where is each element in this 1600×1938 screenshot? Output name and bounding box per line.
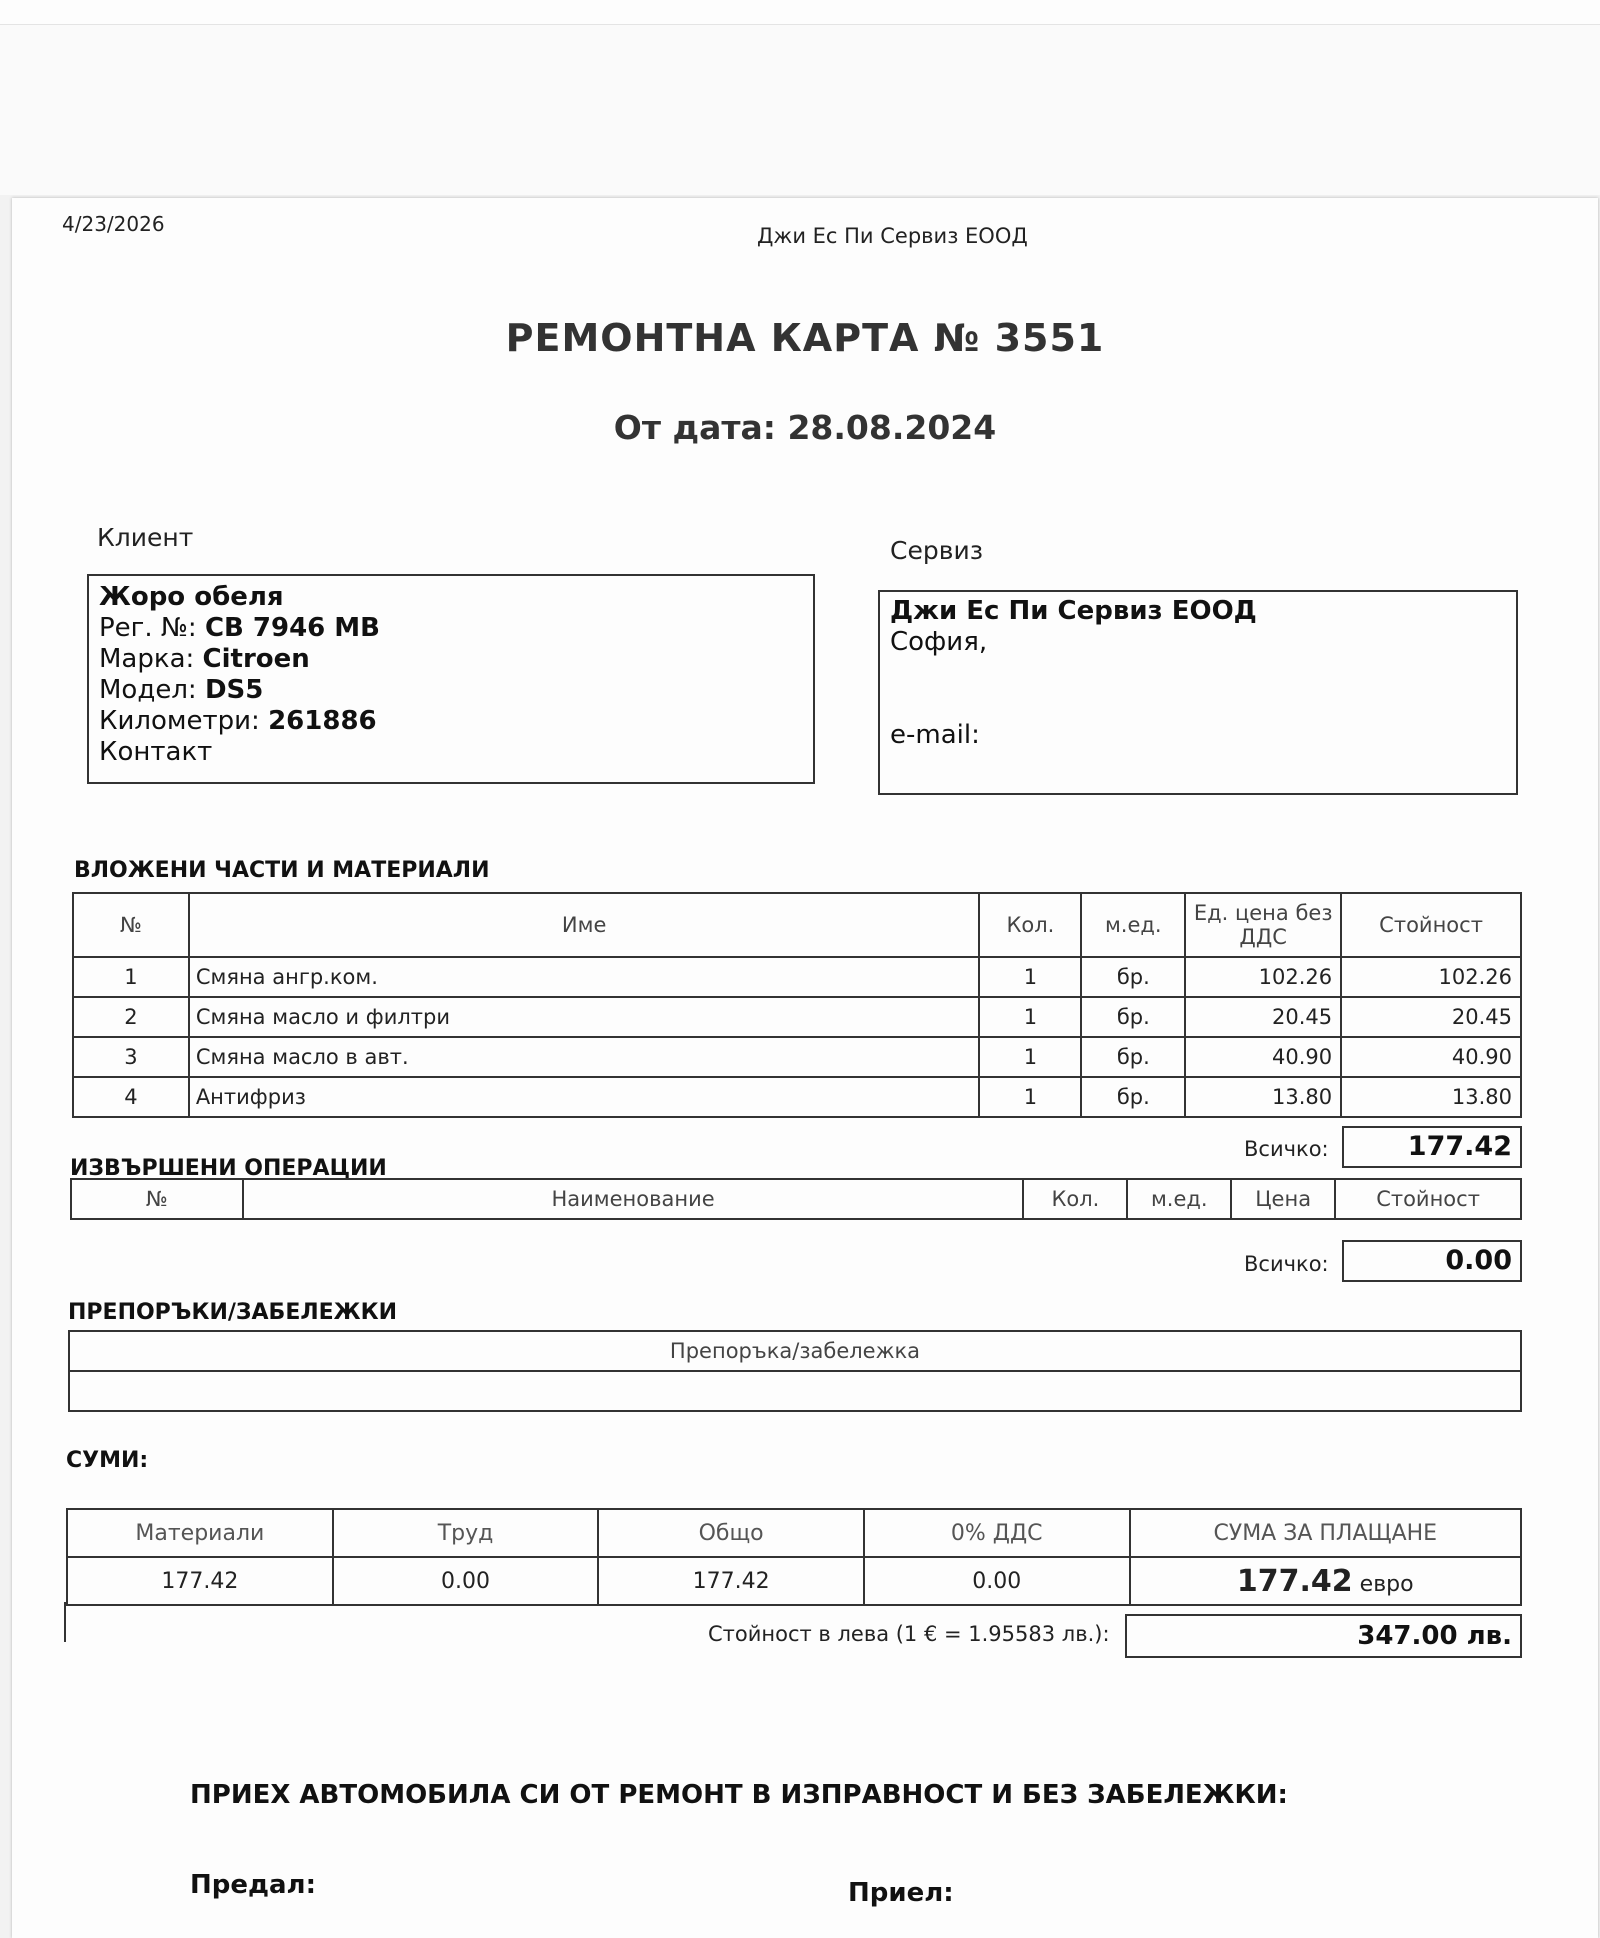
client-section-label: Клиент bbox=[97, 523, 194, 552]
payable-amount: 177.42 евро bbox=[1130, 1557, 1521, 1605]
ops-col-name: Наименование bbox=[243, 1179, 1024, 1219]
sums-col-labor: Труд bbox=[333, 1509, 599, 1557]
print-date: 4/23/2026 bbox=[62, 212, 165, 236]
service-name: Джи Ес Пи Сервиз ЕООД bbox=[890, 596, 1257, 626]
sums-vat-value: 0.00 bbox=[864, 1557, 1130, 1605]
parts-section-title: ВЛОЖЕНИ ЧАСТИ И МАТЕРИАЛИ bbox=[74, 858, 490, 883]
parts-table bbox=[72, 892, 1522, 1118]
parts-total-value: 177.42 bbox=[1342, 1126, 1522, 1168]
client-make: Марка: Citroen bbox=[99, 644, 310, 674]
client-reg-value: CB 7946 MB bbox=[204, 613, 380, 643]
sums-header-row bbox=[67, 1509, 1521, 1557]
client-make-value: Citroen bbox=[202, 644, 310, 674]
parts-col-total: Стойност bbox=[1341, 893, 1521, 957]
company-header: Джи Ес Пи Сервиз ЕООД bbox=[757, 224, 1028, 248]
parts-col-name: Име bbox=[189, 893, 980, 957]
parts-col-qty: Кол. bbox=[979, 893, 1081, 957]
page-title: РЕМОНТНА КАРТА № 3551 bbox=[505, 316, 1105, 360]
table-row: 4 Антифриз 1 бр. 13.80 13.80 bbox=[73, 1077, 1521, 1117]
sums-value-row bbox=[67, 1557, 1521, 1605]
recommendations-header: Препоръка/забележка bbox=[69, 1331, 1521, 1371]
parts-header-row bbox=[73, 893, 1521, 957]
browser-top-bar bbox=[0, 0, 1600, 25]
client-km: Километри: 261886 bbox=[99, 706, 377, 736]
client-model-value: DS5 bbox=[204, 675, 264, 705]
service-email: e-mail: bbox=[890, 720, 980, 750]
client-km-value: 261886 bbox=[268, 706, 377, 736]
service-box bbox=[878, 590, 1518, 795]
parts-col-unit-price: Ед. цена без ДДС bbox=[1185, 893, 1341, 957]
sums-col-materials: Материали bbox=[67, 1509, 333, 1557]
client-reg: Рег. №: CB 7946 MB bbox=[99, 613, 380, 643]
client-name: Жоро обеля bbox=[99, 582, 284, 612]
operations-section-title: ИЗВЪРШЕНИ ОПЕРАЦИИ bbox=[70, 1156, 387, 1181]
received-label: Приел: bbox=[848, 1878, 954, 1908]
handed-over-label: Предал: bbox=[190, 1870, 316, 1900]
sums-col-vat: 0% ДДС bbox=[864, 1509, 1130, 1557]
ops-col-qty: Кол. bbox=[1023, 1179, 1127, 1219]
sums-labor-value: 0.00 bbox=[333, 1557, 599, 1605]
client-contact: Контакт bbox=[99, 737, 213, 767]
sums-section-title: СУМИ: bbox=[66, 1448, 149, 1473]
parts-total-label: Всичко: bbox=[1244, 1137, 1329, 1161]
operations-total-label: Всичко: bbox=[1244, 1252, 1329, 1276]
payable-currency: евро bbox=[1359, 1571, 1414, 1597]
recommendations-section-title: ПРЕПОРЪКИ/ЗАБЕЛЕЖКИ bbox=[68, 1300, 397, 1325]
ops-col-unit: м.ед. bbox=[1127, 1179, 1231, 1219]
bgn-conversion-label: Стойност в лева (1 € = 1.95583 лв.): bbox=[708, 1622, 1110, 1646]
document-page bbox=[12, 198, 1598, 1938]
client-box bbox=[87, 574, 815, 784]
sums-left-rule bbox=[64, 1602, 66, 1642]
table-row: 3 Смяна масло в авт. 1 бр. 40.90 40.90 bbox=[73, 1037, 1521, 1077]
ops-col-total: Стойност bbox=[1335, 1179, 1521, 1219]
document-date: От дата: 28.08.2024 bbox=[613, 408, 997, 447]
parts-col-no: № bbox=[73, 893, 189, 957]
sums-materials-value: 177.42 bbox=[67, 1557, 333, 1605]
recommendations-empty-row bbox=[69, 1371, 1521, 1411]
operations-table bbox=[70, 1178, 1522, 1220]
sums-col-total: Общо bbox=[598, 1509, 864, 1557]
sums-table bbox=[66, 1508, 1522, 1606]
ops-col-no: № bbox=[71, 1179, 243, 1219]
acceptance-statement: ПРИЕХ АВТОМОБИЛА СИ ОТ РЕМОНТ В ИЗПРАВНОСТ И БЕЗ ЗАБЕЛЕЖКИ: bbox=[190, 1780, 1288, 1810]
sums-col-payable: СУМА ЗА ПЛАЩАНЕ bbox=[1130, 1509, 1521, 1557]
recommendations-table bbox=[68, 1330, 1522, 1412]
service-section-label: Сервиз bbox=[890, 536, 983, 565]
service-city: София, bbox=[890, 627, 988, 657]
client-model: Модел: DS5 bbox=[99, 675, 264, 705]
table-row: 2 Смяна масло и филтри 1 бр. 20.45 20.45 bbox=[73, 997, 1521, 1037]
table-row: 1 Смяна ангр.ком. 1 бр. 102.26 102.26 bbox=[73, 957, 1521, 997]
operations-total-value: 0.00 bbox=[1342, 1240, 1522, 1282]
operations-header-row bbox=[71, 1179, 1521, 1219]
bgn-total-value: 347.00 лв. bbox=[1125, 1614, 1522, 1658]
parts-col-unit: м.ед. bbox=[1081, 893, 1185, 957]
sums-total-value: 177.42 bbox=[598, 1557, 864, 1605]
blank-area bbox=[0, 25, 1600, 195]
ops-col-price: Цена bbox=[1231, 1179, 1335, 1219]
